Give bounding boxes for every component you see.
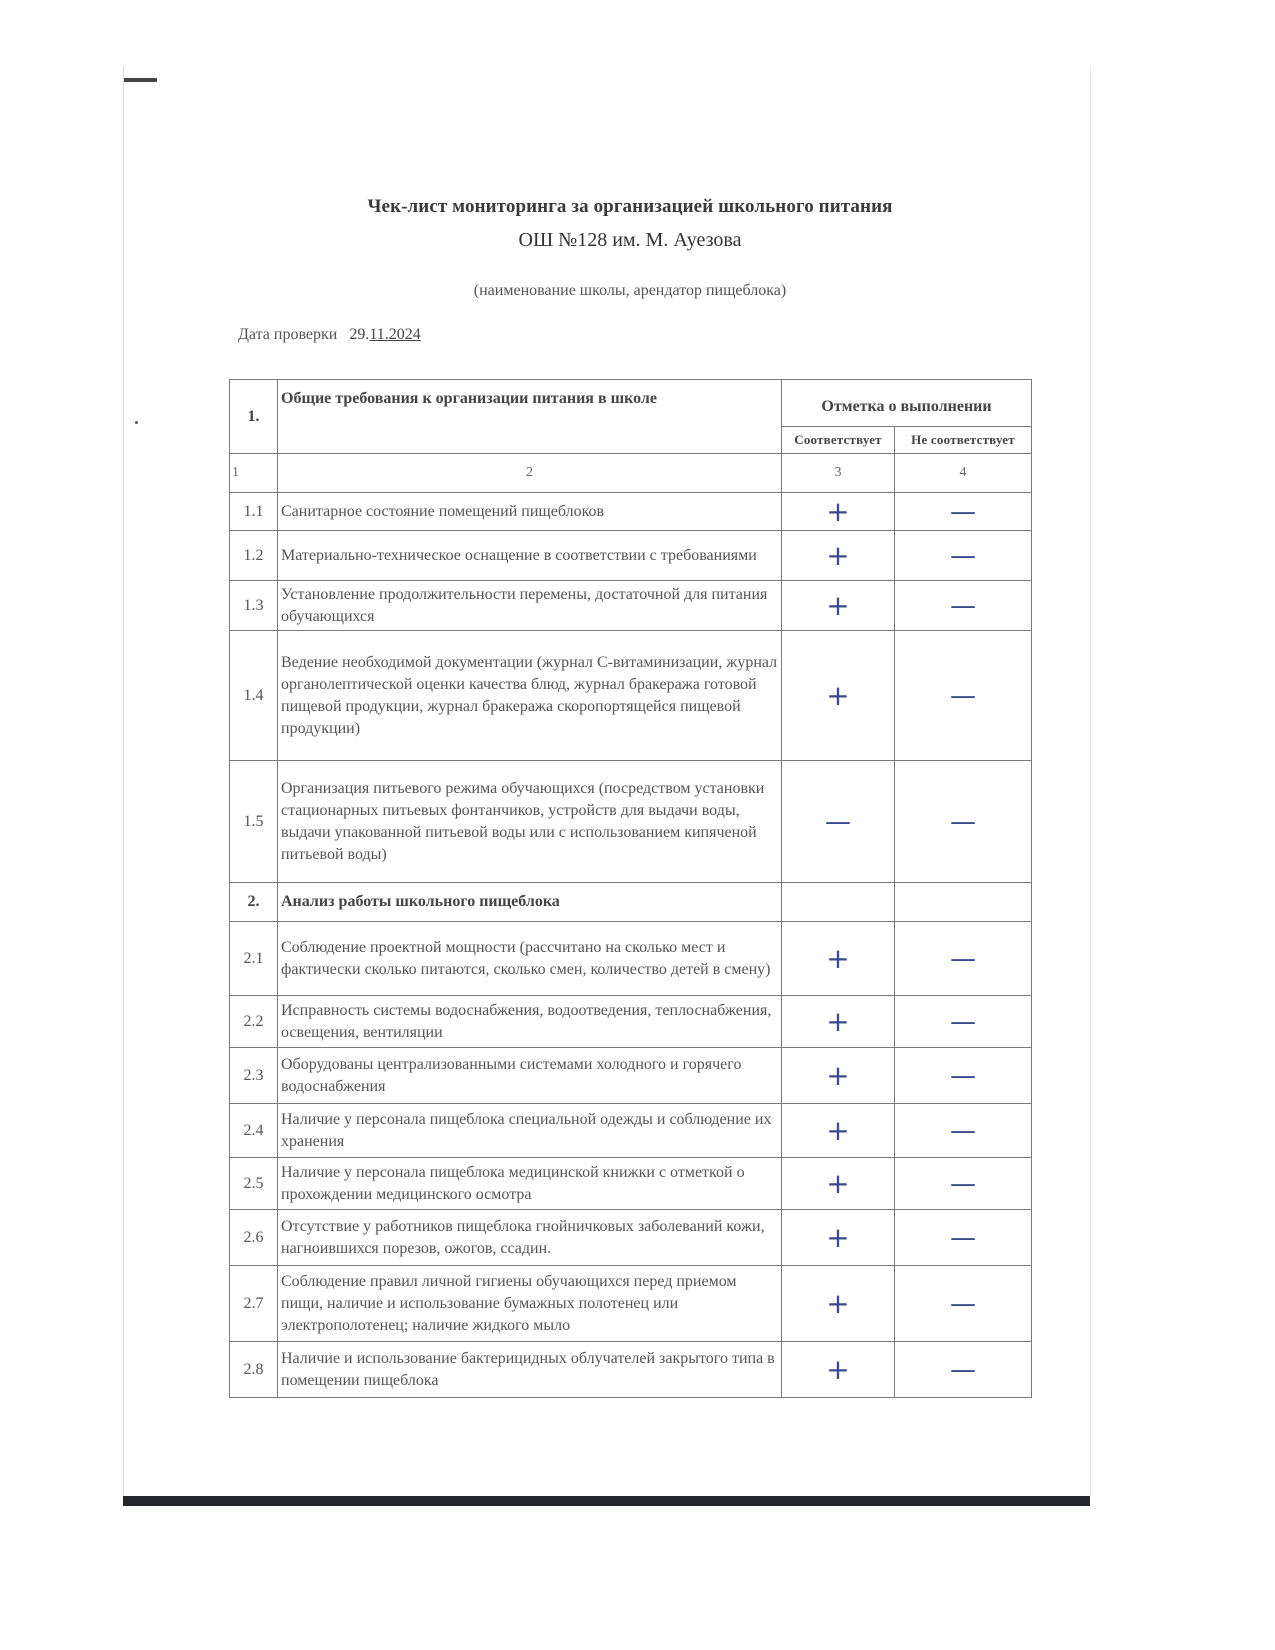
- table-row: [230, 996, 1032, 1048]
- col-header-no: Не соответствует: [895, 427, 1032, 454]
- handwritten-plus-mark: +: [826, 538, 850, 572]
- checklist-table: [229, 379, 1032, 1398]
- row-number: 2.1: [230, 922, 278, 996]
- handwritten-plus-mark: +: [826, 941, 850, 975]
- handwritten-plus-mark: +: [826, 678, 850, 712]
- row-mark-no: [895, 1210, 1032, 1266]
- row-number: 2.6: [230, 1210, 278, 1266]
- handwritten-dash-mark: —: [950, 943, 976, 974]
- empty-cell: [895, 883, 1032, 922]
- row-mark-yes: [782, 493, 895, 531]
- row-mark-yes: [782, 761, 895, 883]
- table-row: [230, 1158, 1032, 1210]
- row-mark-no: [895, 493, 1032, 531]
- colnum-4: 4: [895, 454, 1032, 493]
- row-number: 2.2: [230, 996, 278, 1048]
- row-mark-yes: [782, 922, 895, 996]
- section-number: 1.: [230, 380, 278, 454]
- scan-edge: [123, 1496, 1090, 1506]
- handwritten-dash-mark: —: [950, 1354, 976, 1385]
- row-mark-no: [895, 1342, 1032, 1398]
- row-number: 1.5: [230, 761, 278, 883]
- handwritten-dash-mark: —: [950, 1288, 976, 1319]
- section-row: [230, 883, 1032, 922]
- column-numbers-row: [230, 454, 1032, 493]
- table-header-row: [230, 380, 1032, 427]
- row-number: 2.8: [230, 1342, 278, 1398]
- row-mark-yes: [782, 631, 895, 761]
- table-row: [230, 1266, 1032, 1342]
- row-number: 2.4: [230, 1104, 278, 1158]
- row-mark-no: [895, 1266, 1032, 1342]
- section-title: Общие требования к организации питания в школе: [278, 380, 782, 454]
- handwritten-dash-mark: —: [950, 590, 976, 621]
- handwritten-dash-mark: —: [950, 1115, 976, 1146]
- row-mark-yes: [782, 1048, 895, 1104]
- section-number: 2.: [230, 883, 278, 922]
- row-number: 1.4: [230, 631, 278, 761]
- row-mark-yes: [782, 1266, 895, 1342]
- handwritten-dash-mark: —: [950, 496, 976, 527]
- school-caption: (наименование школы, арендатор пищеблока): [473, 282, 787, 299]
- handwritten-dash-mark: —: [950, 1222, 976, 1253]
- row-requirement: Организация питьевого режима обучающихся (посредством установки стационарных питьевых фонтанчиков, устройств для выдачи воды, выдачи упакованной питьевой воды или с использованием кипяченой питьевой воды): [278, 761, 782, 883]
- table-row: [230, 761, 1032, 883]
- row-mark-no: [895, 922, 1032, 996]
- row-mark-yes: [782, 1342, 895, 1398]
- empty-cell: [782, 883, 895, 922]
- row-number: 1.1: [230, 493, 278, 531]
- date-label: Дата проверки: [238, 326, 338, 343]
- scan-mark: [124, 78, 157, 82]
- handwritten-dash-mark: —: [950, 1060, 976, 1091]
- table-row: [230, 531, 1032, 581]
- table-row: [230, 1104, 1032, 1158]
- handwritten-dash-mark: —: [950, 806, 976, 837]
- row-requirement: Установление продолжительности перемены, достаточной для питания обучающихся: [278, 581, 782, 631]
- row-number: 2.3: [230, 1048, 278, 1104]
- row-requirement: Санитарное состояние помещений пищеблоков: [278, 493, 782, 531]
- handwritten-plus-mark: +: [826, 494, 850, 528]
- row-requirement: Оборудованы централизованными системами холодного и горячего водоснабжения: [278, 1048, 782, 1104]
- colnum-2: 2: [278, 454, 782, 493]
- row-mark-no: [895, 1158, 1032, 1210]
- row-mark-yes: [782, 996, 895, 1048]
- table-row: [230, 493, 1032, 531]
- handwritten-plus-mark: +: [826, 1004, 850, 1038]
- row-requirement: Материально-техническое оснащение в соответствии с требованиями: [278, 531, 782, 581]
- row-requirement: Наличие у персонала пищеблока специальной одежды и соблюдение их хранения: [278, 1104, 782, 1158]
- table-row: [230, 581, 1032, 631]
- table-row: [230, 631, 1032, 761]
- row-mark-no: [895, 1104, 1032, 1158]
- row-mark-no: [895, 996, 1032, 1048]
- handwritten-plus-mark: +: [826, 1352, 850, 1386]
- row-mark-yes: [782, 1158, 895, 1210]
- handwritten-plus-mark: +: [826, 1220, 850, 1254]
- handwritten-dash-mark: —: [950, 680, 976, 711]
- colnum-3: 3: [782, 454, 895, 493]
- row-number: 2.5: [230, 1158, 278, 1210]
- row-requirement: Исправность системы водоснабжения, водоотведения, теплоснабжения, освещения, вентиляции: [278, 996, 782, 1048]
- col-header-yes: Соответствует: [782, 427, 895, 454]
- row-mark-no: [895, 531, 1032, 581]
- document-title: Чек-лист мониторинга за организацией школьного питания: [367, 196, 893, 217]
- inspection-date-row: [238, 326, 421, 344]
- row-requirement: Наличие и использование бактерицидных облучателей закрытого типа в помещении пищеблока: [278, 1342, 782, 1398]
- row-requirement: Наличие у персонала пищеблока медицинской книжки с отметкой о прохождении медицинского осмотра: [278, 1158, 782, 1210]
- scan-dot: [135, 421, 138, 424]
- handwritten-dash-mark: —: [950, 1006, 976, 1037]
- table-row: [230, 922, 1032, 996]
- handwritten-plus-mark: +: [826, 1113, 850, 1147]
- row-mark-no: [895, 631, 1032, 761]
- handwritten-dash-mark: —: [950, 1168, 976, 1199]
- row-number: 1.2: [230, 531, 278, 581]
- handwritten-plus-mark: +: [826, 1286, 850, 1320]
- handwritten-dash-mark: —: [950, 540, 976, 571]
- row-requirement: Соблюдение правил личной гигиены обучающихся перед приемом пищи, наличие и использование бумажных полотенец или электрополотенец; наличие жидкого мыло: [278, 1266, 782, 1342]
- row-mark-no: [895, 761, 1032, 883]
- row-mark-no: [895, 581, 1032, 631]
- handwritten-dash-mark: —: [825, 806, 851, 837]
- handwritten-plus-mark: +: [826, 588, 850, 622]
- row-requirement: Ведение необходимой документации (журнал С-витаминизации, журнал органолептической оценки качества блюд, журнал бракеража готовой пищевой продукции, журнал бракеража скоропортящейся пищевой продукции): [278, 631, 782, 761]
- row-number: 2.7: [230, 1266, 278, 1342]
- school-name: ОШ №128 им. М. Ауезова: [518, 229, 742, 251]
- date-value: 29.11.2024: [349, 326, 421, 343]
- row-mark-yes: [782, 1104, 895, 1158]
- handwritten-plus-mark: +: [826, 1058, 850, 1092]
- row-requirement: Отсутствие у работников пищеблока гнойничковых заболеваний кожи, нагноившихся порезов, ожогов, ссадин.: [278, 1210, 782, 1266]
- colnum-1: 1: [230, 454, 278, 493]
- row-mark-yes: [782, 581, 895, 631]
- table-row: [230, 1210, 1032, 1266]
- row-mark-yes: [782, 1210, 895, 1266]
- row-number: 1.3: [230, 581, 278, 631]
- table-row: [230, 1342, 1032, 1398]
- mark-header: Отметка о выполнении: [782, 380, 1032, 427]
- row-mark-yes: [782, 531, 895, 581]
- table-row: [230, 1048, 1032, 1104]
- row-requirement: Соблюдение проектной мощности (рассчитано на сколько мест и фактически сколько питаются, сколько смен, количество детей в смену): [278, 922, 782, 996]
- handwritten-plus-mark: +: [826, 1166, 850, 1200]
- row-mark-no: [895, 1048, 1032, 1104]
- section-title: Анализ работы школьного пищеблока: [278, 883, 782, 922]
